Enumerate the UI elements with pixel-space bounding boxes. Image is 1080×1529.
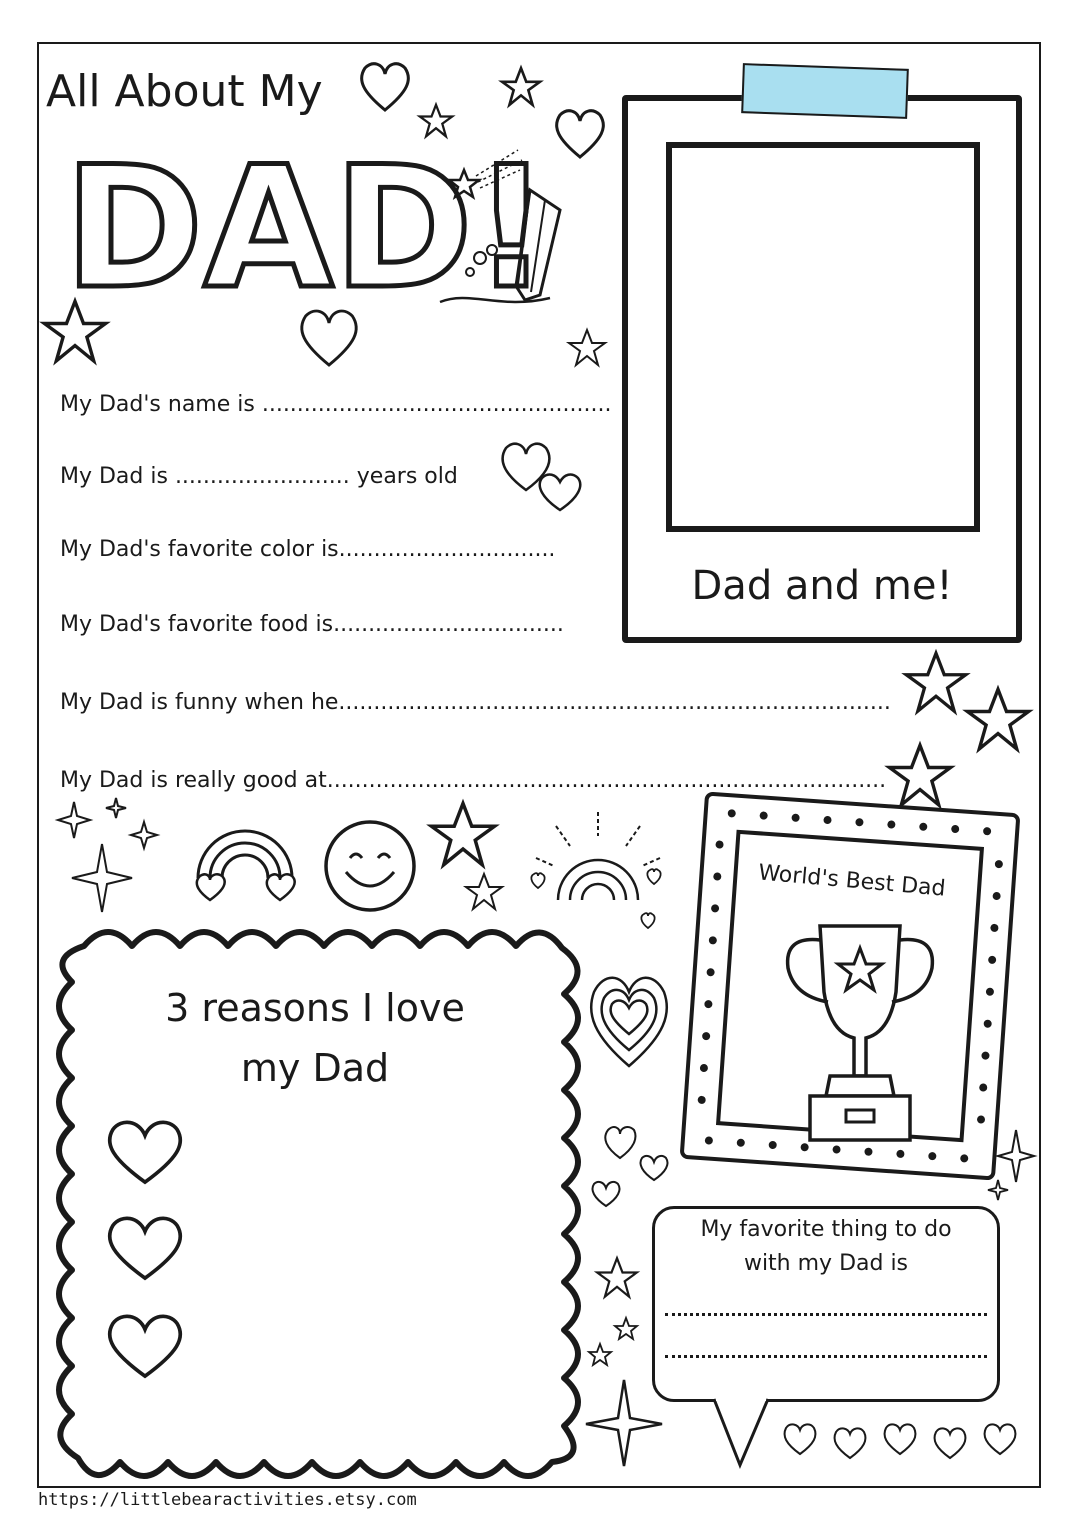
dad-age-prompt: My Dad is ......................... years old <box>60 464 458 489</box>
award-label: World's Best Dad <box>757 860 947 902</box>
trophy-icon <box>770 912 950 1148</box>
reasons-title <box>120 978 510 1098</box>
pencil-doodle-icon <box>440 180 580 315</box>
favorite-thing-text <box>655 1213 997 1281</box>
heart-outline-icon <box>288 302 370 372</box>
dad-good-at-prompt: My Dad is really good at................................................................................ <box>60 768 887 793</box>
favorite-thing-bubble <box>652 1206 1000 1402</box>
layered-heart-icon <box>584 962 674 1072</box>
dad-food-prompt: My Dad's favorite food is................................. <box>60 612 564 637</box>
small-hearts-icon <box>584 1118 680 1214</box>
answer-dotted-line <box>665 1355 987 1358</box>
star-outline-icon <box>464 872 504 912</box>
favorite-thing-line2: with my Dad is <box>743 1251 909 1276</box>
reasons-title-line1: 3 reasons I love <box>165 986 465 1030</box>
star-outline-icon <box>428 800 498 870</box>
star-outline-icon <box>594 1256 640 1300</box>
smiley-face-icon <box>322 818 418 914</box>
star-outline-icon <box>884 742 956 810</box>
footer-url: https://littlebearactivities.etsy.com <box>38 1490 417 1510</box>
heart-outline-icon <box>550 102 610 164</box>
star-doodle-icon <box>418 103 454 139</box>
photo-area <box>666 142 980 532</box>
star-doodle-icon <box>500 66 542 108</box>
favorite-thing-line1: My favorite thing to do <box>700 1217 952 1242</box>
small-stars-icon <box>586 1316 646 1376</box>
tape-strip <box>741 63 909 119</box>
sparkles-icon <box>56 794 166 924</box>
dad-outline-text: DAD! <box>64 130 550 326</box>
heart-row-icon <box>780 1414 1024 1462</box>
star-outline-icon <box>566 328 608 368</box>
photo-frame <box>622 95 1022 643</box>
dad-name-prompt: My Dad's name is .................................................. <box>60 392 612 417</box>
rainbow-icon <box>190 808 300 903</box>
dad-color-prompt: My Dad's favorite color is............................... <box>60 537 556 562</box>
photo-caption: Dad and me! <box>691 563 953 609</box>
heart-outline-icon <box>100 1112 190 1188</box>
sparkle-icon <box>584 1378 664 1468</box>
star-outline-icon <box>40 298 110 366</box>
sparkles-icon <box>986 1128 1036 1204</box>
dad-funny-prompt: My Dad is funny when he............................................................................... <box>60 690 891 715</box>
heart-outline-icon <box>355 56 415 116</box>
heart-outline-icon <box>100 1306 190 1382</box>
bubble-tail <box>712 1397 772 1469</box>
dad-outline-heading <box>62 126 550 326</box>
answer-dotted-line <box>665 1313 987 1316</box>
page-title: All About My <box>46 66 323 117</box>
star-outline-icon <box>962 686 1034 754</box>
double-heart-icon <box>498 434 584 514</box>
heart-outline-icon <box>100 1208 190 1284</box>
reasons-title-line2: my Dad <box>240 1046 390 1090</box>
